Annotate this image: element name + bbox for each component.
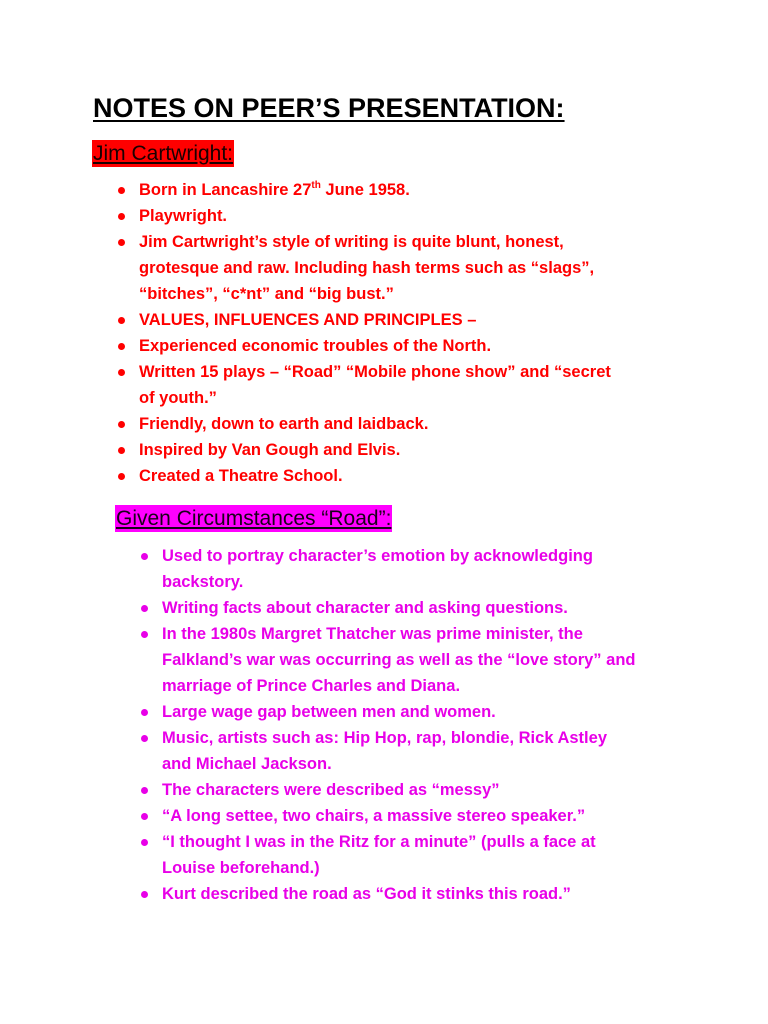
bullet-item xyxy=(139,333,699,359)
bullet-list-given-circumstances xyxy=(162,543,722,907)
bullet-list-jim-cartwright xyxy=(139,177,699,489)
bullet-line: of youth.” xyxy=(139,389,217,407)
bullet-dot-icon xyxy=(118,213,125,220)
bullet-dot-icon xyxy=(118,239,125,246)
bullet-line: The characters were described as “messy” xyxy=(162,781,500,799)
bullet-line xyxy=(139,177,699,203)
bullet-line: Music, artists such as: Hip Hop, rap, blondie, Rick Astley xyxy=(162,729,607,747)
bullet-item xyxy=(162,725,722,777)
bullet-dot-icon xyxy=(118,317,125,324)
bullet-item xyxy=(139,411,699,437)
bullet-line: backstory. xyxy=(162,573,244,591)
bullet-dot-icon xyxy=(141,605,148,612)
bullet-dot-icon xyxy=(118,421,125,428)
bullet-dot-icon xyxy=(141,709,148,716)
bullet-line: Louise beforehand.) xyxy=(162,859,320,877)
bullet-item xyxy=(139,229,699,307)
bullet-item xyxy=(162,621,722,699)
bullet-text: Born in Lancashire 27 xyxy=(139,181,312,199)
bullet-item xyxy=(139,463,699,489)
bullet-line: “bitches”, “c*nt” and “big bust.” xyxy=(139,285,394,303)
bullet-item xyxy=(162,595,722,621)
bullet-line: and Michael Jackson. xyxy=(162,755,332,773)
bullet-item xyxy=(139,359,699,411)
bullet-line: Friendly, down to earth and laidback. xyxy=(139,415,429,433)
bullet-dot-icon xyxy=(118,447,125,454)
bullet-dot-icon xyxy=(118,187,125,194)
bullet-dot-icon xyxy=(118,369,125,376)
document-title: NOTES ON PEER’S PRESENTATION: xyxy=(93,93,565,123)
bullet-text-continuation: June 1958. xyxy=(320,181,410,199)
bullet-dot-icon xyxy=(141,735,148,742)
superscript-text: th xyxy=(311,179,321,191)
bullet-item xyxy=(162,777,722,803)
bullet-line: Created a Theatre School. xyxy=(139,467,343,485)
bullet-line: Written 15 plays – “Road” “Mobile phone show” and “secret xyxy=(139,363,611,381)
bullet-item xyxy=(162,699,722,725)
bullet-item xyxy=(139,307,699,333)
bullet-line: “I thought I was in the Ritz for a minute” (pulls a face at xyxy=(162,833,596,851)
bullet-line: Used to portray character’s emotion by acknowledging xyxy=(162,547,593,565)
bullet-dot-icon xyxy=(141,553,148,560)
bullet-dot-icon xyxy=(141,839,148,846)
bullet-dot-icon xyxy=(141,813,148,820)
bullet-dot-icon xyxy=(118,473,125,480)
bullet-item xyxy=(162,543,722,595)
bullet-item xyxy=(139,177,699,203)
bullet-line: Experienced economic troubles of the North. xyxy=(139,337,492,355)
bullet-line: grotesque and raw. Including hash terms such as “slags”, xyxy=(139,259,595,277)
bullet-line: VALUES, INFLUENCES AND PRINCIPLES – xyxy=(139,311,477,329)
bullet-line: Kurt described the road as “God it stinks this road.” xyxy=(162,885,571,903)
bullet-line: Inspired by Van Gough and Elvis. xyxy=(139,441,401,459)
bullet-line: In the 1980s Margret Thatcher was prime minister, the xyxy=(162,625,583,643)
bullet-item xyxy=(162,829,722,881)
bullet-item xyxy=(162,881,722,907)
bullet-dot-icon xyxy=(141,631,148,638)
bullet-line: Playwright. xyxy=(139,207,228,225)
section-heading-jim-cartwright: Jim Cartwright: xyxy=(93,142,234,165)
bullet-dot-icon xyxy=(141,891,148,898)
bullet-dot-icon xyxy=(118,343,125,350)
bullet-dot-icon xyxy=(141,787,148,794)
bullet-line: marriage of Prince Charles and Diana. xyxy=(162,677,461,695)
bullet-line: Writing facts about character and asking questions. xyxy=(162,599,568,617)
bullet-line: “A long settee, two chairs, a massive stereo speaker.” xyxy=(162,807,586,825)
bullet-item xyxy=(139,437,699,463)
bullet-line: Falkland’s war was occurring as well as the “love story” and xyxy=(162,651,636,669)
bullet-item xyxy=(139,203,699,229)
section-heading-given-circumstances: Given Circumstances “Road”: xyxy=(116,507,392,530)
bullet-line: Jim Cartwright’s style of writing is quite blunt, honest, xyxy=(139,233,564,251)
bullet-item xyxy=(162,803,722,829)
bullet-line: Large wage gap between men and women. xyxy=(162,703,496,721)
